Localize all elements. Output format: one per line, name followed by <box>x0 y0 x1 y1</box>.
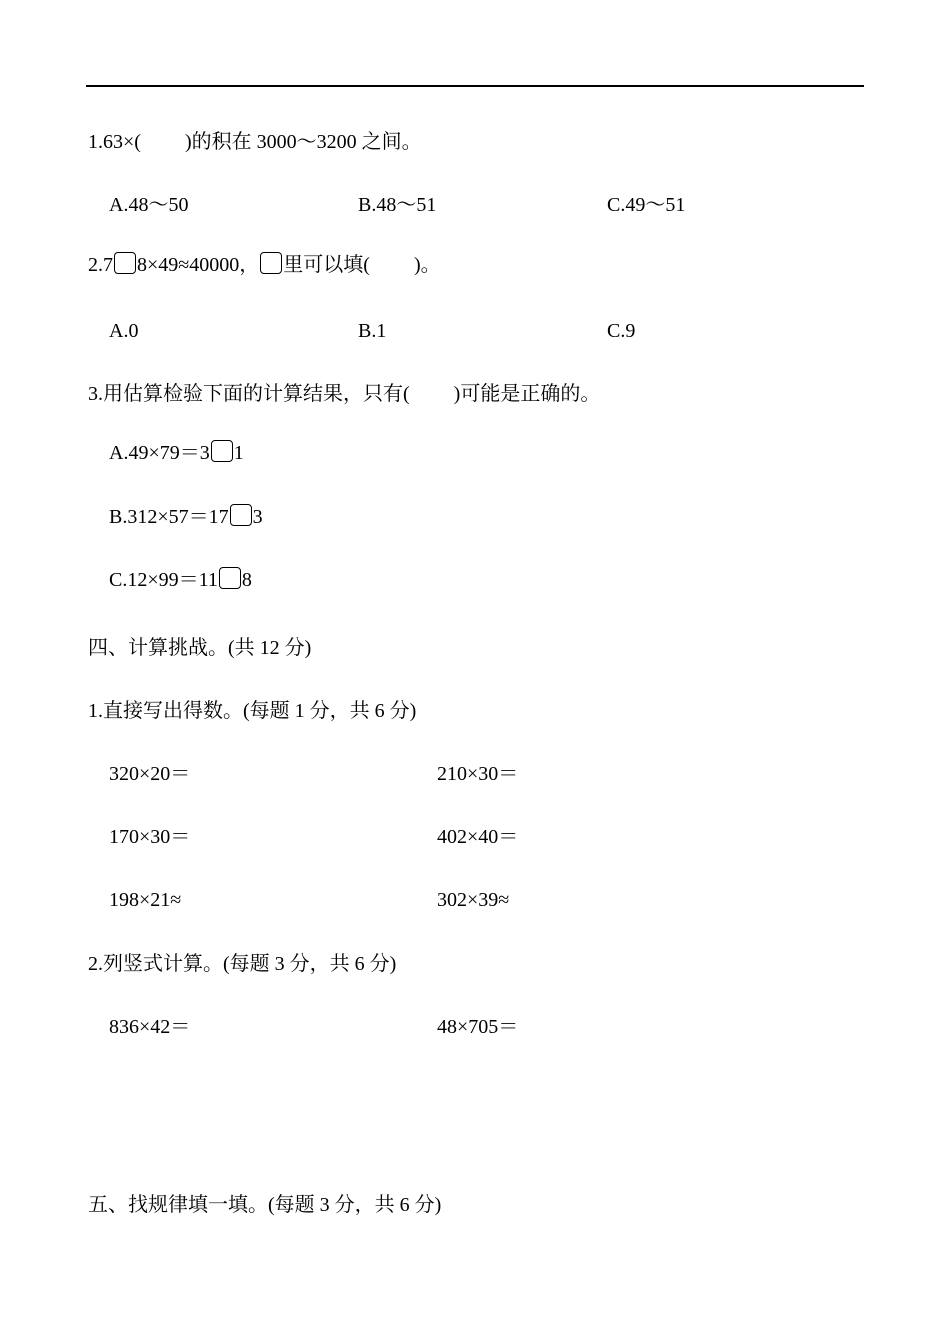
q3-suffix: )可能是正确的。 <box>453 383 601 405</box>
q1-option-b[interactable]: B.48～51 <box>358 194 437 216</box>
q3-option-b-right: 3 <box>252 506 263 528</box>
section-4-part2-title: 2.列竖式计算。(每题 3 分，共 6 分) <box>88 953 397 975</box>
q3-prefix: 3.用估算检验下面的计算结果，只有( <box>88 383 410 405</box>
digit-box <box>230 504 252 526</box>
digit-box <box>219 567 241 589</box>
calc-item: 170×30＝ <box>109 826 191 848</box>
calc-item: 302×39≈ <box>437 889 510 911</box>
q2-option-c[interactable]: C.9 <box>607 320 636 342</box>
question-2 <box>88 252 441 276</box>
q2-part3: 里可以填( <box>283 254 370 276</box>
q3-option-b[interactable] <box>109 504 263 528</box>
section-5-title: 五、找规律填一填。(每题 3 分，共 6 分) <box>88 1194 442 1216</box>
vertical-calc-item: 836×42＝ <box>109 1016 191 1038</box>
calc-item: 210×30＝ <box>437 763 519 785</box>
q2-option-b[interactable]: B.1 <box>358 320 387 342</box>
calc-item: 320×20＝ <box>109 763 191 785</box>
calc-item: 402×40＝ <box>437 826 519 848</box>
header-rule <box>86 85 864 87</box>
q3-option-a-right: 1 <box>233 442 244 464</box>
q1-prefix: 1.63×( <box>88 131 141 153</box>
q1-suffix: )的积在 3000～3200 之间。 <box>184 131 422 153</box>
q1-option-c[interactable]: C.49～51 <box>607 194 686 216</box>
q2-part2: 8×49≈40000， <box>137 254 260 276</box>
digit-box <box>211 440 233 462</box>
q2-part4: )。 <box>413 254 441 276</box>
q3-option-c-right: 8 <box>241 569 252 591</box>
section-4-title: 四、计算挑战。(共 12 分) <box>88 637 312 659</box>
q3-option-a[interactable] <box>109 440 244 464</box>
q1-option-a[interactable]: A.48～50 <box>109 194 189 216</box>
q3-option-c-left: C.12×99＝11 <box>109 569 218 591</box>
question-3 <box>88 382 600 406</box>
q2-part1: 2.7 <box>88 254 113 276</box>
section-4-part1-title: 1.直接写出得数。(每题 1 分，共 6 分) <box>88 700 417 722</box>
q3-option-b-left: B.312×57＝17 <box>109 506 229 528</box>
question-1 <box>88 130 422 154</box>
q3-option-a-left: A.49×79＝3 <box>109 442 210 464</box>
calc-item: 198×21≈ <box>109 889 182 911</box>
q2-option-a[interactable]: A.0 <box>109 320 139 342</box>
vertical-calc-item: 48×705＝ <box>437 1016 519 1038</box>
q3-option-c[interactable] <box>109 567 252 591</box>
digit-box[interactable] <box>260 252 282 274</box>
digit-box[interactable] <box>114 252 136 274</box>
